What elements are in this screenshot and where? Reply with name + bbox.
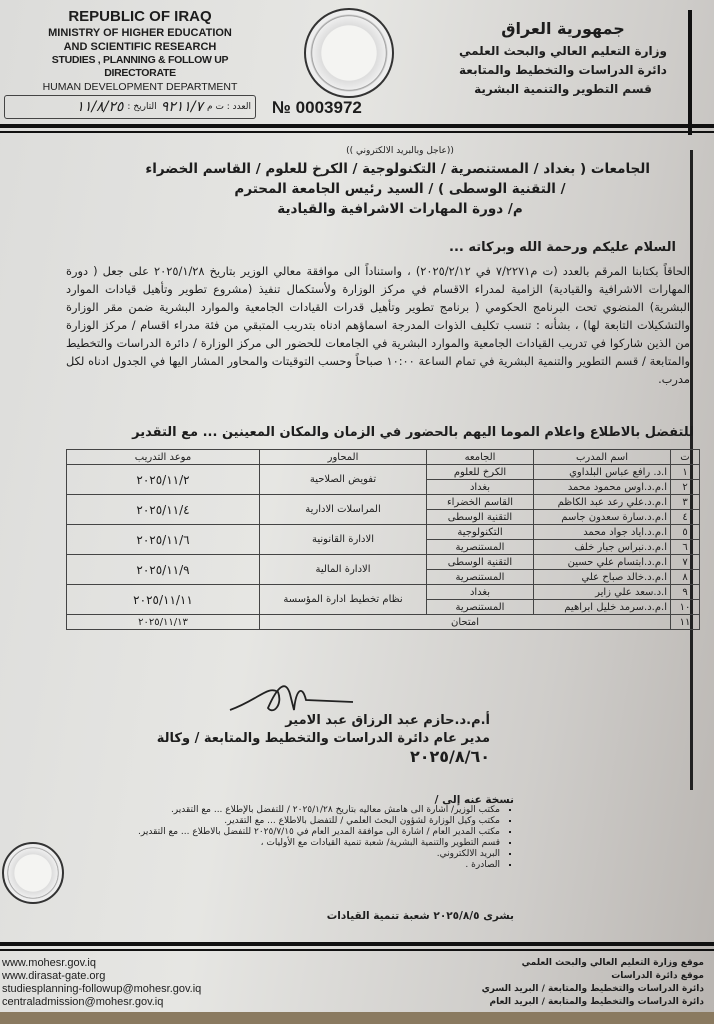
col-university: الجامعه xyxy=(427,450,534,465)
website-link[interactable]: www.mohesr.gov.iq xyxy=(2,957,96,969)
exam-date: ٢٠٢٥/١١/١٣ xyxy=(67,615,260,630)
topic-cell: الادارة القانونية xyxy=(260,525,427,555)
university: المستنصرية xyxy=(427,570,534,585)
body-text: الحاقاً بكتابنا المرقم بالعدد (ت م٧/٢٢٧١ في ٢٠٢٥/٢/١٢) ، واستناداً الى موافقة معالي الوزير بتاريخ ٢٠٢٥/١/٢٨ على جعل ( دورة المهارات الاشرافية والقيادية) الزامية لمدراء الاقسام في مركز الوزارة ولأستكمال تنفيذ (مشروع تطوير وتأهيل قيادات الموارد البشرية) المنضوي تحت البرنامج الحكومي ( برنامج تطوير وتأهيل قدرات القيادات الجامعية والموارد البشرية ضمن مقر الوزارة والتشكيلات التابعة لها) ، بشأنه : تنسب تكليف الذوات المدرجة اسماؤهم ادناه بتدريب المتبقي من فئة مدراء اقسام / مركز الوزارة من الذين شاركوا في تدريب القيادات الجامعية والموارد البشرية في الجامعات للحضور الى مركز الوزارة / دائرة الدراسات والتخطيط والمتابعة / قسم التطوير والتنمية البشرية في تمام الساعة ١٠:٠٠ صباحاً وحسب التوقيتات والمحاور المشار اليها في الجدول ادناه لكل مدرب. xyxy=(66,264,690,386)
university: الكرخ للعلوم xyxy=(427,465,534,480)
date-value: ١١/٨/٢٥ xyxy=(76,99,124,115)
university: القاسم الخضراء xyxy=(427,495,534,510)
table-row xyxy=(67,525,700,540)
cc-list xyxy=(50,804,514,871)
ref-label: العدد : ت م xyxy=(207,102,251,112)
cc-title: نسخة عنه إلى / xyxy=(434,794,514,806)
row-number: ٦ xyxy=(671,540,700,555)
country-en: REPUBLIC OF IRAQ xyxy=(68,8,212,25)
row-number: ١١ xyxy=(671,615,700,630)
row-number: ٣ xyxy=(671,495,700,510)
addressee-line: / التقنية الوسطى ) / السيد رئيس الجامعة المحترم xyxy=(234,181,566,197)
topic-cell: المراسلات الادارية xyxy=(260,495,427,525)
department-ar: قسم التطوير والتنمية البشرية xyxy=(474,81,652,96)
header-divider xyxy=(0,124,714,128)
row-number: ٧ xyxy=(671,555,700,570)
website-link[interactable]: www.dirasat-gate.org xyxy=(2,970,106,982)
divider xyxy=(688,10,692,135)
directorate-ar: دائرة الدراسات والتخطيط والمتابعة xyxy=(459,62,667,77)
col-num: ت xyxy=(671,450,700,465)
university: بغداد xyxy=(427,585,534,600)
date-cell: ٢٠٢٥/١١/٩ xyxy=(67,555,260,585)
footer-arabic xyxy=(482,957,704,1009)
trainer-name: ا.م.د.اياد جواد محمد xyxy=(534,525,671,540)
trainer-name: ا.م.د.علي رعد عبد الكاظم xyxy=(534,495,671,510)
table-row xyxy=(67,495,700,510)
university: التكنولوجية xyxy=(427,525,534,540)
table-row xyxy=(67,465,700,480)
trainer-name: ا.م.د.ابتسام علي حسين xyxy=(534,555,671,570)
header-divider-2 xyxy=(0,131,714,133)
signature-date: ٢٠٢٥/٨/٦٠ xyxy=(409,747,490,766)
date-cell: ٢٠٢٥/١١/١١ xyxy=(67,585,260,615)
addressee-block xyxy=(145,146,650,217)
urgent-label: ((عاجل وبالبريد الالكتروني )) xyxy=(346,146,454,156)
topic-cell: تفويض الصلاحية xyxy=(260,465,427,495)
cc-item: ▪ مكتب وكيل الوزارة لشؤون البحث العلمي / للتفضل بالاطلاع ... مع التقدير. xyxy=(50,816,500,826)
footer-divider-2 xyxy=(0,949,714,951)
footer-seal xyxy=(2,842,64,904)
email-link[interactable]: centraladmission@mohesr.gov.iq xyxy=(2,996,164,1008)
topic-cell: نظام تخطيط ادارة المؤسسة xyxy=(260,585,427,615)
signatory-name: أ.م.د.حازم عبد الرزاق عبد الامير xyxy=(285,713,490,728)
cc-item: ▪ قسم التطوير والتنمية البشرية/ شعبة تنمية القيادات مع الأوليات ، xyxy=(50,838,500,848)
header-english xyxy=(20,8,260,94)
col-name: اسم المدرب xyxy=(534,450,671,465)
date-cell: ٢٠٢٥/١١/٤ xyxy=(67,495,260,525)
university: المستنصرية xyxy=(427,600,534,615)
footer-label: موقع وزارة التعليم العالي والبحث العلمي xyxy=(521,958,704,968)
serial-number: № 0003972 xyxy=(272,98,362,117)
footer-label: دائرة الدراسات والتخطيط والمتابعة / البريد السري xyxy=(481,984,704,994)
cc-item: ▪ الصادرة . xyxy=(50,860,500,870)
email-link[interactable]: studiesplanning-followup@mohesr.gov.iq xyxy=(2,983,202,995)
ref-value: ٩٢١١/٧ xyxy=(160,99,204,115)
signatory-title: مدير عام دائرة الدراسات والتخطيط والمتابعة / وكالة xyxy=(156,731,490,746)
ministry-en: MINISTRY OF HIGHER EDUCATION xyxy=(48,26,232,39)
col-topic: المحاور xyxy=(260,450,427,465)
trainer-name: ا.د.سعد علي زاير xyxy=(534,585,671,600)
footer-links xyxy=(2,957,201,1009)
university: المستنصرية xyxy=(427,540,534,555)
row-number: ٩ xyxy=(671,585,700,600)
footer-label: موقع دائرة الدراسات xyxy=(611,971,704,981)
date-label: التاريخ : xyxy=(127,102,157,112)
exam-row xyxy=(67,615,700,630)
greeting: السلام عليكم ورحمة الله وبركاته ... xyxy=(449,240,676,255)
row-number: ٢ xyxy=(671,480,700,495)
row-number: ٥ xyxy=(671,525,700,540)
ministry-en-2: AND SCIENTIFIC RESEARCH xyxy=(63,40,217,53)
cc-item: ▪ مكتب الوزير/ اشارة الى هامش معاليه بتاريخ ٢٠٢٥/١/٢٨ / للتفضل بالإطلاع ... مع التقدير. xyxy=(50,805,500,815)
university: بغداد xyxy=(427,480,534,495)
row-number: ١ xyxy=(671,465,700,480)
cc-item: ▪ مكتب المدير العام / اشارة الى موافقة المدير العام في ٢٠٢٥/٧/١٥ للتفضل بالاطلاع ... مع التقدير. xyxy=(50,827,500,837)
header-arabic xyxy=(448,16,678,99)
row-number: ٤ xyxy=(671,510,700,525)
university: التقنية الوسطى xyxy=(427,555,534,570)
footer-divider xyxy=(0,942,714,946)
table-row xyxy=(67,555,700,570)
row-number: ١٠ xyxy=(671,600,700,615)
table-header-row xyxy=(67,450,700,465)
date-cell: ٢٠٢٥/١١/٦ xyxy=(67,525,260,555)
exam-label: امتحان xyxy=(260,615,671,630)
subject-line: م/ دورة المهارات الاشرافية والقيادية xyxy=(277,201,523,217)
table-surface xyxy=(0,1012,714,1024)
trainer-name: ا.م.د.سرمد خليل ابراهيم xyxy=(534,600,671,615)
ministry-seal xyxy=(304,8,394,98)
closing-line: للتفضل بالاطلاع واعلام الموما اليهم بالحضور في الزمان والمكان المعينين ... مع التقدير xyxy=(132,425,694,440)
university: التقنية الوسطى xyxy=(427,510,534,525)
signature-block xyxy=(156,712,490,766)
cc-item: ▪ البريد الالكتروني. xyxy=(50,849,500,859)
topic-cell: الادارة المالية xyxy=(260,555,427,585)
trainer-name: ا.م.د.اوس محمود محمد xyxy=(534,480,671,495)
date-cell: ٢٠٢٥/١١/٢ xyxy=(67,465,260,495)
row-number: ٨ xyxy=(671,570,700,585)
trainer-name: ا.م.د.سارة سعدون جاسم xyxy=(534,510,671,525)
cc-footer-note: بشرى ٢٠٢٥/٨/٥ شعبة تنمية القيادات xyxy=(326,910,514,922)
department-en: HUMAN DEVELOPMENT DEPARTMENT xyxy=(42,80,238,93)
table-row xyxy=(67,585,700,600)
country-ar: جمهورية العراق xyxy=(501,19,625,38)
trainer-name: ا.د. رافع عباس البلداوي xyxy=(534,465,671,480)
trainer-name: ا.م.د.نبراس جبار خلف xyxy=(534,540,671,555)
trainers-table xyxy=(66,449,700,630)
col-date: موعد التدريب xyxy=(67,450,260,465)
footer-label: دائرة الدراسات والتخطيط والمتابعة / البريد العام xyxy=(489,997,704,1007)
trainer-name: ا.م.د.خالد صباح علي xyxy=(534,570,671,585)
addressee-line: الجامعات ( بغداد / المستنصرية / التكنولوجية / الكرخ للعلوم / القاسم الخضراء xyxy=(145,161,650,177)
ministry-ar: وزارة التعليم العالي والبحث العلمي xyxy=(458,43,668,58)
reference-box xyxy=(4,95,256,119)
directorate-en: STUDIES , PLANNING & FOLLOW UP DIRECTORATE xyxy=(51,54,229,80)
